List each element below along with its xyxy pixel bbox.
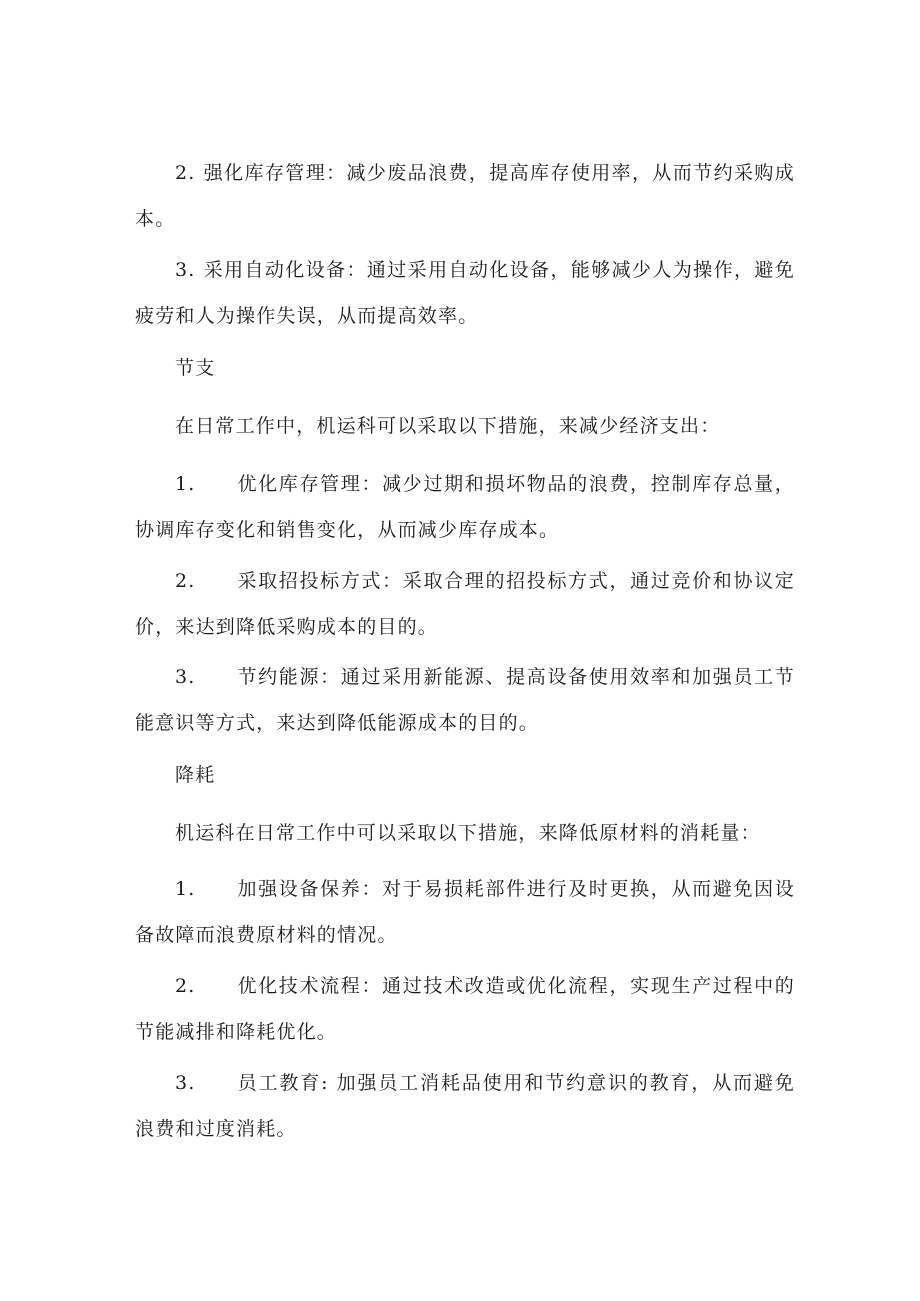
list-item xyxy=(135,866,795,958)
item-text: 优化库存管理：减少过期和损坏物品的浪费，控制库存总量，协调库存变化和销售变化，从而减少库存成本。 xyxy=(135,473,795,541)
item-number: 1. xyxy=(175,878,196,900)
item-number: 2. xyxy=(175,570,196,592)
item-number: 2. xyxy=(175,975,196,997)
item-number: 2. xyxy=(175,162,196,184)
item-text: 员工教育: 加强员工消耗品使用和节约意识的教育，从而避免浪费和过度消耗。 xyxy=(135,1072,795,1140)
item-number: 3. xyxy=(175,259,196,281)
item-text: 采用自动化设备：通过采用自动化设备，能够减少人为操作，避免疲劳和人为操作失误，从而提高效率。 xyxy=(135,259,795,327)
list-item xyxy=(135,461,795,553)
list-item xyxy=(135,558,795,650)
section-intro: 机运科在日常工作中可以采取以下措施，来降低原材料的消耗量： xyxy=(175,822,761,844)
list-item xyxy=(135,1060,795,1152)
item-text: 强化库存管理：减少废品浪费，提高库存使用率，从而节约采购成本。 xyxy=(135,162,795,230)
list-item xyxy=(135,963,795,1055)
item-text: 节约能源：通过采用新能源、提高设备使用效率和加强员工节能意识等方式，来达到降低能源成本的目的。 xyxy=(135,666,795,734)
item-number: 3. xyxy=(175,666,196,688)
item-text: 优化技术流程：通过技术改造或优化流程，实现生产过程中的节能减排和降耗优化。 xyxy=(135,975,795,1043)
list-item xyxy=(135,150,795,242)
list-item xyxy=(135,654,795,746)
item-number: 1. xyxy=(175,473,196,495)
section-heading: 节支 xyxy=(175,357,216,379)
list-item xyxy=(135,247,795,339)
item-text: 加强设备保养：对于易损耗部件进行及时更换，从而避免因设备故障而浪费原材料的情况。 xyxy=(135,878,795,946)
item-number: 3. xyxy=(175,1072,196,1094)
section-intro: 在日常工作中，机运科可以采取以下措施，来减少经济支出： xyxy=(175,415,721,437)
section-heading: 降耗 xyxy=(175,764,216,786)
item-text: 采取招投标方式：采取合理的招投标方式，通过竞价和协议定价，来达到降低采购成本的目的。 xyxy=(135,570,795,638)
